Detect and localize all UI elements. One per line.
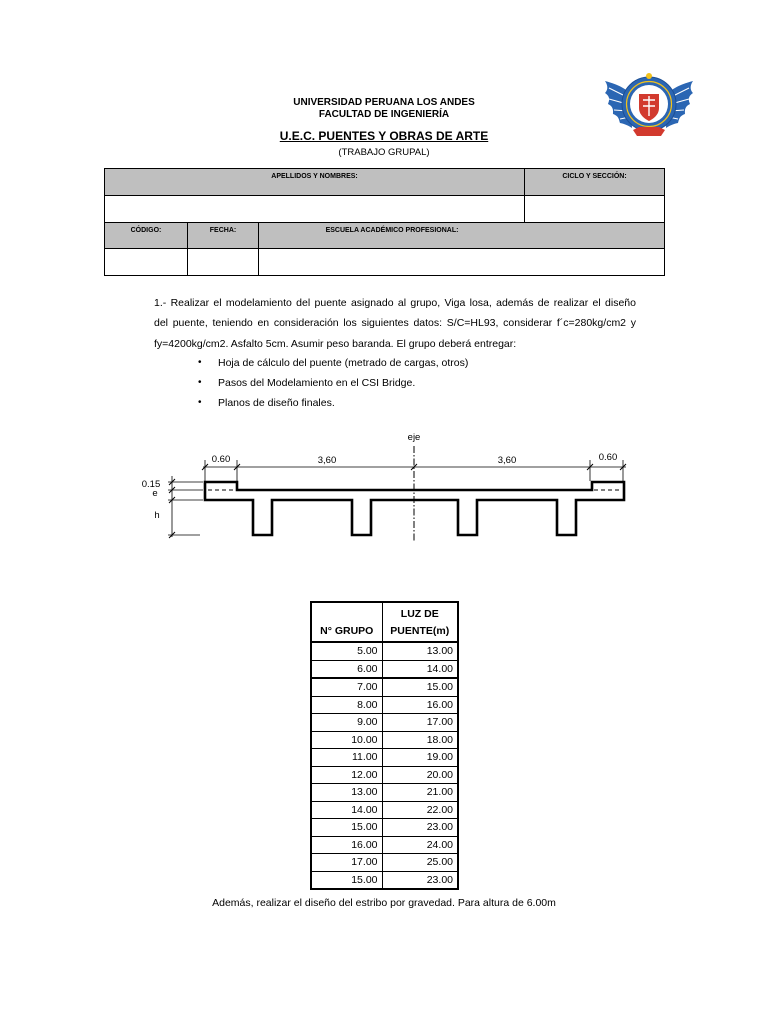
dimension-left-lane: 3,60 (317, 455, 337, 466)
course-title: U.E.C. PUENTES Y OBRAS DE ARTE (279, 129, 489, 143)
span-cell: 21.00 (382, 784, 458, 802)
student-info-form (104, 168, 665, 276)
table-row (311, 819, 458, 837)
axis-label: eje (407, 432, 421, 443)
table-row (311, 854, 458, 872)
span-cell: 16.00 (382, 696, 458, 714)
deliverable-item: • Pasos del Modelamiento en el CSI Bridge. (218, 373, 415, 393)
code-label: CÓDIGO: (105, 223, 188, 249)
faculty-name: FACULTAD DE INGENIERÍA (318, 109, 450, 120)
dimension-left-curb: 0.60 (211, 454, 231, 465)
table-row (311, 678, 458, 696)
group-cell: 11.00 (311, 749, 382, 767)
group-cell: 15.00 (311, 819, 382, 837)
table-row (311, 836, 458, 854)
table-row (311, 784, 458, 802)
deliverable-item: • Planos de diseño finales. (218, 393, 335, 413)
span-cell: 23.00 (382, 871, 458, 889)
col-header-span: LUZ DE PUENTE(m) (382, 602, 458, 642)
school-value-cell (259, 249, 665, 276)
group-cell: 15.00 (311, 871, 382, 889)
h-label: h (154, 510, 160, 521)
cycle-section-label: CICLO Y SECCIÓN: (525, 169, 665, 196)
table-row (311, 642, 458, 660)
table-row (311, 749, 458, 767)
group-cell: 12.00 (311, 766, 382, 784)
col-header-group: N° GRUPO (311, 602, 382, 642)
span-cell: 15.00 (382, 678, 458, 696)
assignment-paragraph-line: del puente, teniendo en consideración los siguientes datos: S/C=HL93, considerar f´c=280kg/cm2 y (154, 317, 636, 329)
left-extension-lines (168, 482, 203, 535)
university-seal-icon (603, 64, 695, 148)
assignment-paragraph-line: fy=4200kg/cm2. Asfalto 5cm. Asumir peso baranda. El grupo deberá entregar: (154, 337, 517, 350)
table-row (311, 871, 458, 889)
table-row (311, 766, 458, 784)
bridge-cross-section-diagram (0, 420, 768, 550)
slab-thickness-label: 0.15 (141, 479, 161, 490)
table-header-row (311, 602, 458, 642)
seal-ribbon (633, 127, 665, 136)
group-cell: 14.00 (311, 801, 382, 819)
span-cell: 22.00 (382, 801, 458, 819)
group-cell: 13.00 (311, 784, 382, 802)
seal-top-ornament (646, 73, 652, 79)
span-cell: 19.00 (382, 749, 458, 767)
form-value-row (105, 249, 665, 276)
span-cell: 13.00 (382, 642, 458, 660)
assignment-type: (TRABAJO GRUPAL) (338, 147, 430, 158)
group-cell: 10.00 (311, 731, 382, 749)
dimension-right-curb: 0.60 (598, 452, 618, 463)
group-cell: 9.00 (311, 714, 382, 732)
table-row (311, 696, 458, 714)
span-cell: 25.00 (382, 854, 458, 872)
school-label-cell (259, 223, 665, 249)
assignment-paragraph-line: 1.- Realizar el modelamiento del puente asignado al grupo, Viga losa, además de realizar el diseño (154, 296, 636, 309)
span-cell: 20.00 (382, 766, 458, 784)
group-cell: 17.00 (311, 854, 382, 872)
dimension-right-lane: 3,60 (497, 455, 517, 466)
school-label: ESCUELA ACADÉMICO PROFESIONAL: (325, 227, 459, 234)
group-span-table (310, 601, 459, 890)
span-cell: 17.00 (382, 714, 458, 732)
cycle-section-value-cell (525, 196, 665, 223)
abutment-design-note: Además, realizar el diseño del estribo por gravedad. Para altura de 6.00m (212, 897, 556, 909)
span-cell: 24.00 (382, 836, 458, 854)
group-cell: 6.00 (311, 660, 382, 678)
span-cell: 14.00 (382, 660, 458, 678)
deliverable-item: • Hoja de cálculo del puente (metrado de cargas, otros) (218, 353, 468, 373)
table-row (311, 801, 458, 819)
names-value-cell (105, 196, 525, 223)
date-label: FECHA: (188, 223, 259, 249)
group-cell: 7.00 (311, 678, 382, 696)
e-label: e (152, 488, 158, 499)
table-row (311, 714, 458, 732)
table-row (311, 731, 458, 749)
code-value-cell (105, 249, 188, 276)
form-value-row (105, 196, 665, 223)
group-cell: 8.00 (311, 696, 382, 714)
date-value-cell (188, 249, 259, 276)
span-cell: 23.00 (382, 819, 458, 837)
group-cell: 5.00 (311, 642, 382, 660)
table-row (311, 660, 458, 678)
form-header-row (105, 169, 665, 196)
names-label: APELLIDOS Y NOMBRES: (105, 169, 525, 196)
span-cell: 18.00 (382, 731, 458, 749)
university-name: UNIVERSIDAD PERUANA LOS ANDES (293, 97, 475, 108)
form-header-row (105, 223, 665, 249)
group-cell: 16.00 (311, 836, 382, 854)
